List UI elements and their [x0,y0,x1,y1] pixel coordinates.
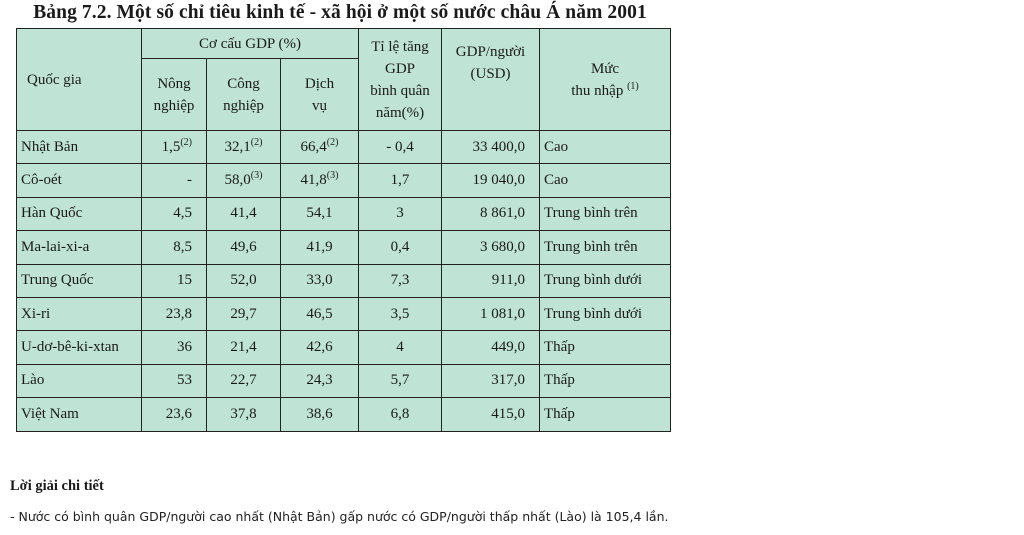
cell-gdp: 1 081,0 [442,297,540,330]
cell-agri: 1,5$^{(2)}$ [142,131,207,164]
cell-serv: 41,9 [281,231,359,264]
table-title: Bảng 7.2. Một số chỉ tiêu kinh tế - xã hội ở một số nước châu Á năm 2001 [33,2,647,23]
cell-gdp: 19 040,0 [442,164,540,197]
table-row [17,297,671,330]
header-income: Mức thu nhập $^{(1)}$ [540,29,671,131]
cell-gdp: 317,0 [442,364,540,397]
cell-serv: 42,6 [281,331,359,364]
cell-agri: - [142,164,207,197]
table-row [17,331,671,364]
economic-indicators-table [16,28,671,432]
cell-income: Thấp [540,331,671,364]
cell-country: Việt Nam [17,398,142,431]
header-gdp-structure: Cơ cấu GDP (%) [142,29,359,59]
cell-serv: 54,1 [281,197,359,230]
table-row [17,231,671,264]
cell-income: Thấp [540,398,671,431]
solution-text: - Nước có bình quân GDP/người cao nhất (Nhật Bản) gấp nước có GDP/người thấp nhất (Lào) là 105,4 lần. [10,509,669,524]
cell-country: Ma-lai-xi-a [17,231,142,264]
cell-income: Cao [540,131,671,164]
cell-country: U-dơ-bê-ki-xtan [17,331,142,364]
cell-ind: 29,7 [207,297,281,330]
cell-ind: 22,7 [207,364,281,397]
cell-agri: 53 [142,364,207,397]
cell-agri: 36 [142,331,207,364]
cell-country: Hàn Quốc [17,197,142,230]
cell-income: Trung bình dưới [540,264,671,297]
cell-income: Trung bình dưới [540,297,671,330]
cell-growth: 7,3 [359,264,442,297]
cell-agri: 23,8 [142,297,207,330]
cell-gdp: 415,0 [442,398,540,431]
header-gdp-per-capita: GDP/người (USD) [442,29,540,131]
cell-agri: 23,6 [142,398,207,431]
cell-ind: 37,8 [207,398,281,431]
cell-growth: - 0,4 [359,131,442,164]
cell-agri: 15 [142,264,207,297]
header-services: Dịch vụ [281,59,359,131]
solution-heading: Lời giải chi tiết [10,478,104,494]
cell-gdp: 8 861,0 [442,197,540,230]
cell-income: Trung bình trên [540,197,671,230]
header-agriculture: Nông nghiệp [142,59,207,131]
cell-serv: 38,6 [281,398,359,431]
cell-serv: 33,0 [281,264,359,297]
cell-serv: 46,5 [281,297,359,330]
cell-growth: 5,7 [359,364,442,397]
cell-country: Xi-ri [17,297,142,330]
cell-income: Trung bình trên [540,231,671,264]
cell-ind: 49,6 [207,231,281,264]
cell-country: Lào [17,364,142,397]
cell-growth: 0,4 [359,231,442,264]
table-row [17,398,671,431]
cell-agri: 4,5 [142,197,207,230]
cell-country: Cô-oét [17,164,142,197]
table-row [17,197,671,230]
cell-gdp: 911,0 [442,264,540,297]
cell-agri: 8,5 [142,231,207,264]
cell-ind: 21,4 [207,331,281,364]
cell-country: Trung Quốc [17,264,142,297]
table-row [17,264,671,297]
header-country: Quốc gia [17,29,142,131]
header-growth: Tỉ lệ tăng GDP bình quân năm(%) [359,29,442,131]
cell-gdp: 33 400,0 [442,131,540,164]
cell-country: Nhật Bản [17,131,142,164]
header-industry: Công nghiệp [207,59,281,131]
table-row [17,364,671,397]
cell-income: Cao [540,164,671,197]
cell-serv: 24,3 [281,364,359,397]
solution-section [10,478,668,524]
cell-ind: 32,1$^{(2)}$ [207,131,281,164]
cell-serv: 66,4$^{(2)}$ [281,131,359,164]
table-row [17,164,671,197]
cell-serv: 41,8$^{(3)}$ [281,164,359,197]
cell-gdp: 449,0 [442,331,540,364]
cell-ind: 41,4 [207,197,281,230]
cell-growth: 1,7 [359,164,442,197]
cell-gdp: 3 680,0 [442,231,540,264]
cell-growth: 6,8 [359,398,442,431]
cell-growth: 3 [359,197,442,230]
cell-income: Thấp [540,364,671,397]
cell-ind: 52,0 [207,264,281,297]
table-row [17,131,671,164]
cell-ind: 58,0$^{(3)}$ [207,164,281,197]
cell-growth: 4 [359,331,442,364]
cell-growth: 3,5 [359,297,442,330]
